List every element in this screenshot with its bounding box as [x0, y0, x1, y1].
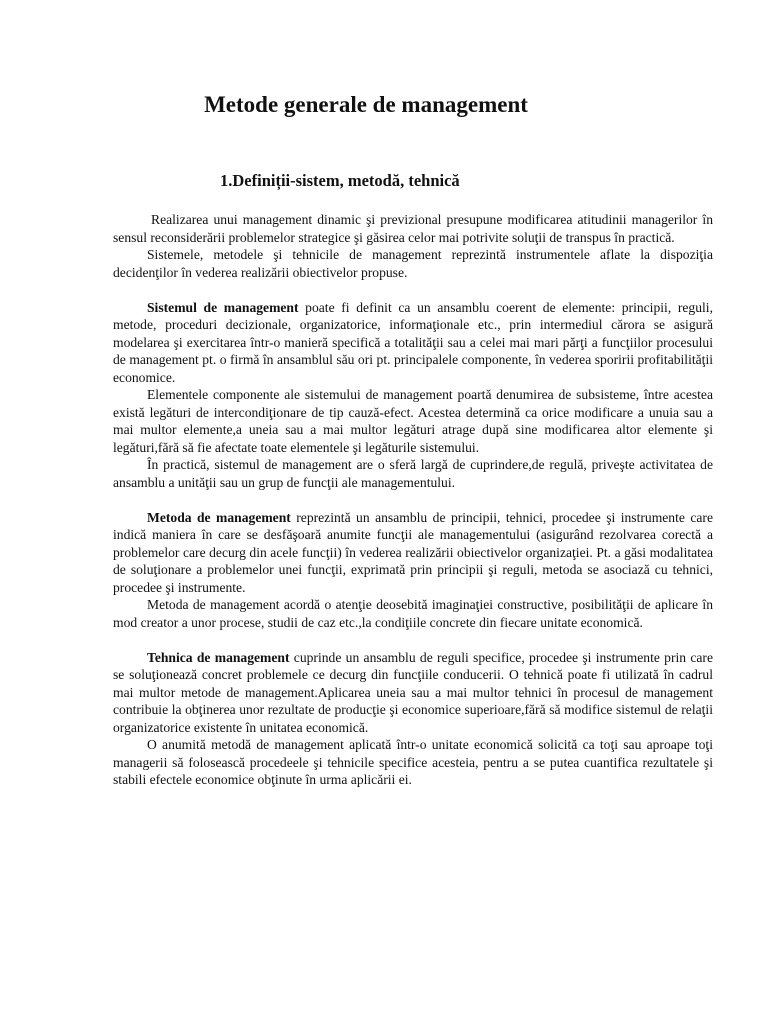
- document-title: Metode generale de management: [204, 92, 528, 117]
- paragraph-gap: [113, 631, 713, 649]
- paragraph-gap: [113, 281, 713, 299]
- sistem-definition: poate fi definit ca un ansamblu coerent de elemente: principii, reguli, metode, proceduri decizionale, organizatorice, informaţionale etc., prin intermediul cărora se asigură modelarea şi exercitarea într-o manieră specifică a totalităţii sau a celei mai mari părţi a funcţiilor procesului de management pt. o firmă în ansamblul său ori pt. principalele componente, în vederea sporirii profitabilităţii economice.: [113, 299, 713, 385]
- tehnica-paragraph-1: O anumită metodă de management aplicată într-o unitate economică solicită ca toţi sau aproape toţi managerii să folosească procedeele şi tehnicile specifice acesteia, pentru a se putea cuantifica rezultatele şi stabili efectele economice obţinute în urma aplicării ei.: [113, 737, 713, 787]
- paragraph-gap: [113, 491, 713, 509]
- section-heading: 1.Definiții-sistem, metodă, tehnică: [220, 171, 460, 190]
- sistem-paragraph-1: Elementele componente ale sistemului de management poartă denumirea de subsisteme, între acestea există legături de intercondiţionare de tip cauză-efect. Acestea determină ca orice modificare a unuia sau a mai multor elemente,a uneia sau a mai multor legături atrage după sine modificarea altor elemente şi legături,fără să fie afectate toate elementele şi legăturile sistemului.: [113, 387, 713, 455]
- metoda-definition-paragraph: [113, 509, 713, 597]
- tehnica-definition: cuprinde un ansamblu de reguli specifice, procedee şi instrumente prin care se soluţionează concret problemele ce decurg din funcţiile conducerii. O tehnică poate fi utilizată în cadrul mai multor metode de management.Aplicarea uneia sau a mai multor tehnici în procesul de management contribuie la obţinerea unor rezultate de producţie şi economice superioare,fără să modifice sistemul de relaţii organizatorice existente în unitatea economică.: [113, 649, 713, 735]
- intro-paragraph-1: Realizarea unui management dinamic şi previzional presupune modificarea atitudinii managerilor în sensul reconsiderării problemelor strategice şi găsirea celor mai potrivite soluţii de transpus în practică.: [113, 212, 713, 245]
- metoda-definition: reprezintă un ansamblu de principii, tehnici, procedee şi instrumente care indică maniera în care se desfăşoară anumite funcţii ale managementului (asigurând rezolvarea corectă a problemelor care decurg din acele funcţii) în vederea realizării obiectivelor organizaţiei. Pt. a găsi modalitatea de soluţionare a problemelor unei funcţii, exprimată prin principii şi reguli, metoda se asociază cu tehnici, procedee şi instrumente.: [113, 509, 713, 595]
- sistem-paragraph-2: În practică, sistemul de management are o sferă largă de cuprindere,de regulă, priveşte activitatea de ansamblu a unităţii sau un grup de funcţii ale managementului.: [113, 457, 713, 490]
- document-body: [113, 211, 713, 789]
- metoda-paragraph-1: Metoda de management acordă o atenţie deosebită imaginaţiei constructive, posibilităţii de aplicare în mod creator a unor procese, studii de caz etc.,la condiţiile concrete din fiecare unitate economică.: [113, 597, 713, 630]
- sistem-definition-paragraph: [113, 299, 713, 387]
- sistem-term: Sistemul de management: [147, 299, 299, 315]
- tehnica-definition-paragraph: [113, 649, 713, 737]
- intro-paragraph-2: Sistemele, metodele şi tehnicile de management reprezintă instrumentele aflate la dispoziţia decidenţilor în vederea realizării obiectivelor propuse.: [113, 247, 713, 280]
- metoda-term: Metoda de management: [147, 509, 291, 525]
- tehnica-term: Tehnica de management: [147, 649, 290, 665]
